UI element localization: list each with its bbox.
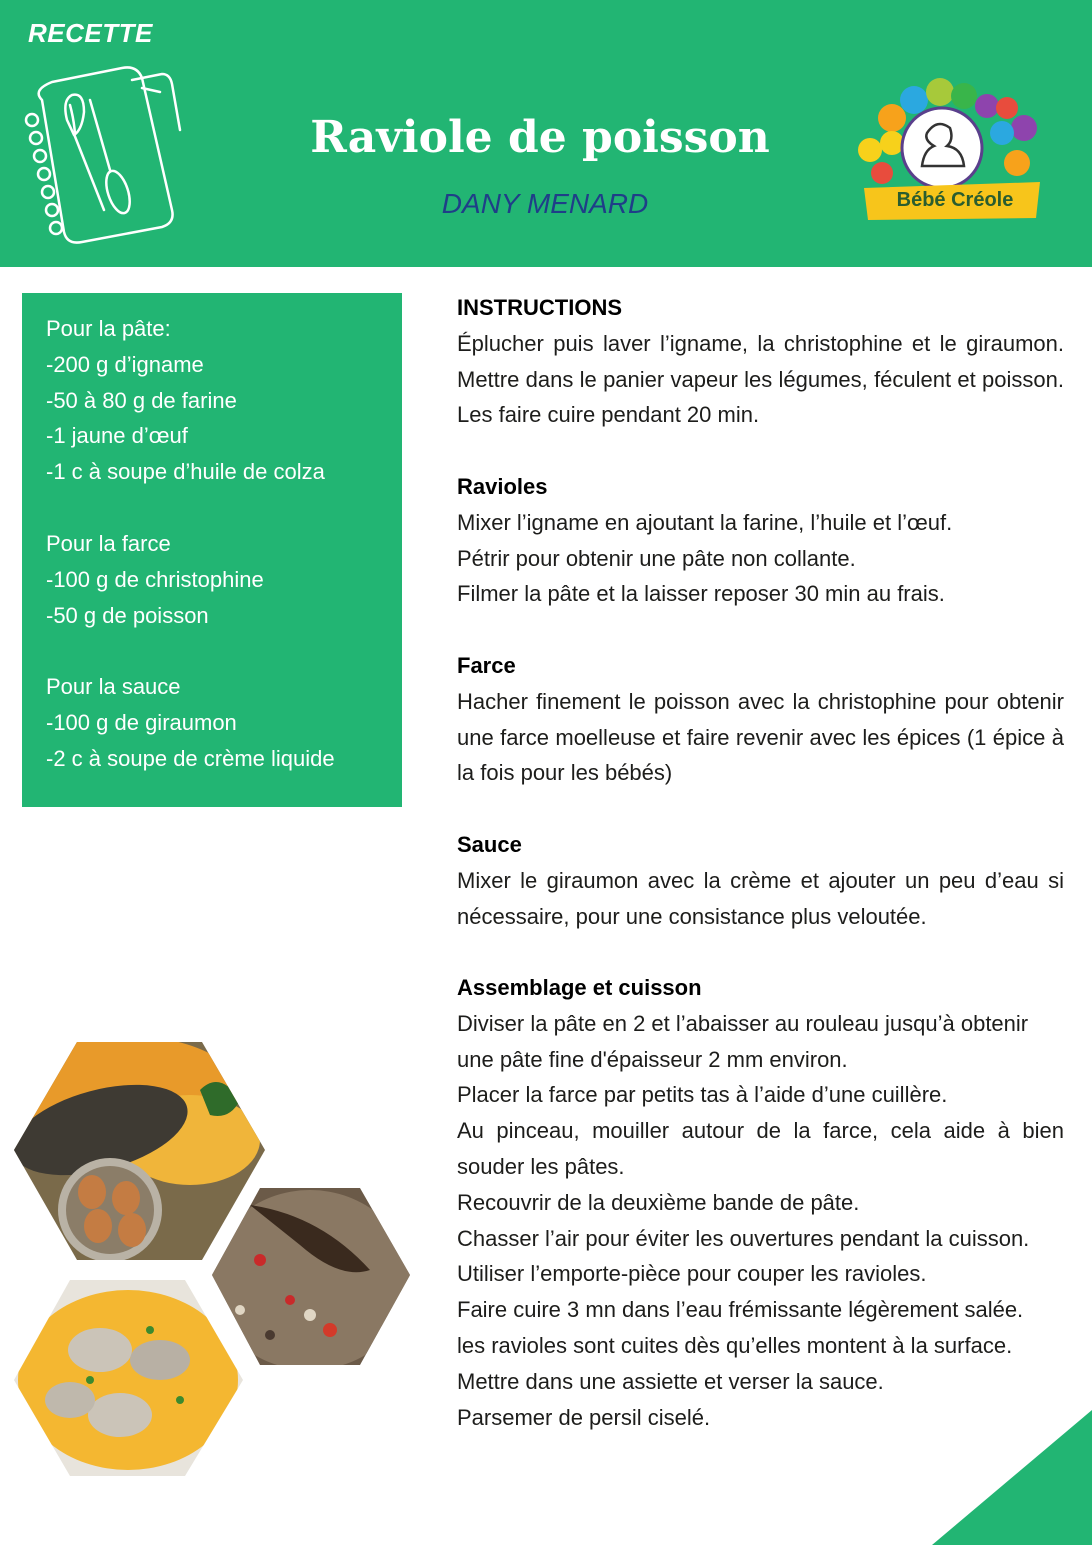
- sauce-heading: Sauce: [457, 832, 522, 857]
- ingredients-group-pate: [46, 311, 325, 490]
- ravioles-step: Mixer l’igname en ajoutant la farine, l’huile et l’œuf.: [457, 509, 953, 535]
- farce-heading: Farce: [457, 653, 516, 678]
- ravioles-heading: Ravioles: [457, 474, 548, 499]
- sauce-text: Mixer le giraumon avec la crème et ajouter un peu d’eau si nécessaire, pour une consistance plus veloutée.: [457, 867, 1064, 929]
- recette-label: RECETTE: [28, 18, 153, 48]
- recipe-title: Raviole de poisson: [310, 112, 770, 163]
- assemblage-step: Chasser l’air pour éviter les ouvertures pendant la cuisson.: [457, 1225, 1030, 1251]
- assemblage-heading: Assemblage et cuisson: [457, 975, 702, 1000]
- header-banner: [0, 0, 1092, 267]
- instructions-heading: INSTRUCTIONS: [457, 295, 622, 320]
- cooking-photo: [200, 1180, 420, 1380]
- section-sauce: [457, 827, 1064, 934]
- photo-collage: [0, 1030, 430, 1490]
- assemblage-step: Faire cuire 3 mn dans l’eau frémissante légèrement salée.: [457, 1297, 1024, 1323]
- ingredient-line: Pour la sauce: [46, 674, 181, 699]
- instructions-intro-text: Éplucher puis laver l’igname, la christophine et le giraumon. Mettre dans le panier vapeur les légumes, féculent et poisson. Les faire cuire pendant 20 min.: [457, 330, 1064, 428]
- ingredients-group-sauce: [46, 669, 335, 776]
- ingredient-line: -200 g d’igname: [46, 351, 204, 377]
- ravioles-step: Pétrir pour obtenir une pâte non collante.: [457, 545, 856, 571]
- logo-text: Bébé Créole: [896, 189, 1014, 211]
- ingredient-line: -100 g de giraumon: [46, 709, 237, 735]
- farce-text: Hacher finement le poisson avec la christophine pour obtenir une farce moelleuse et faire revenir avec les épices (1 épice à la fois pour les bébés): [457, 688, 1064, 786]
- ingredient-line: -100 g de christophine: [46, 566, 264, 592]
- assemblage-step: Parsemer de persil ciselé.: [457, 1404, 711, 1430]
- section-assemblage: [457, 970, 1064, 1435]
- notebook-whisk-spoon-icon: [12, 60, 187, 245]
- assemblage-step: Placer la farce par petits tas à l’aide d’une cuillère.: [457, 1082, 948, 1108]
- recipe-author: DANY MENARD: [441, 188, 649, 219]
- assemblage-step: les ravioles sont cuites dès qu’elles montent à la surface.: [457, 1332, 1013, 1358]
- ingredient-line: -1 c à soupe d’huile de colza: [46, 459, 325, 485]
- section-ravioles: [457, 469, 1064, 612]
- ingredient-line: -2 c à soupe de crème liquide: [46, 745, 335, 771]
- assemblage-step: Diviser la pâte en 2 et l’abaisser au rouleau jusqu’à obtenir: [457, 1010, 1029, 1036]
- ravioles-step: Filmer la pâte et la laisser reposer 30 min au frais.: [457, 581, 945, 607]
- section-farce: [457, 648, 1064, 791]
- ingredient-line: Pour la farce: [46, 531, 171, 556]
- ingredients-group-farce: [46, 526, 264, 633]
- ravioli-dish-photo: [0, 1270, 260, 1490]
- assemblage-step: Au pinceau, mouiller autour de la farce, cela aide à bien souder les pâtes.: [457, 1118, 1064, 1179]
- ingredient-line: -1 jaune d’œuf: [46, 423, 188, 449]
- ingredient-line: Pour la pâte:: [46, 316, 171, 341]
- ingredients-box: [22, 293, 402, 807]
- ingredient-line: -50 g de poisson: [46, 602, 209, 628]
- assemblage-step: Mettre dans une assiette et verser la sauce.: [457, 1368, 884, 1394]
- corner-decoration: [932, 1410, 1092, 1545]
- assemblage-step: une pâte fine d'épaisseur 2 mm environ.: [457, 1046, 848, 1072]
- assemblage-step: Utiliser l’emporte-pièce pour couper les ravioles.: [457, 1261, 927, 1287]
- assemblage-step: Recouvrir de la deuxième bande de pâte.: [457, 1189, 860, 1215]
- ingredient-line: -50 à 80 g de farine: [46, 387, 237, 413]
- instructions-intro: [457, 290, 1064, 433]
